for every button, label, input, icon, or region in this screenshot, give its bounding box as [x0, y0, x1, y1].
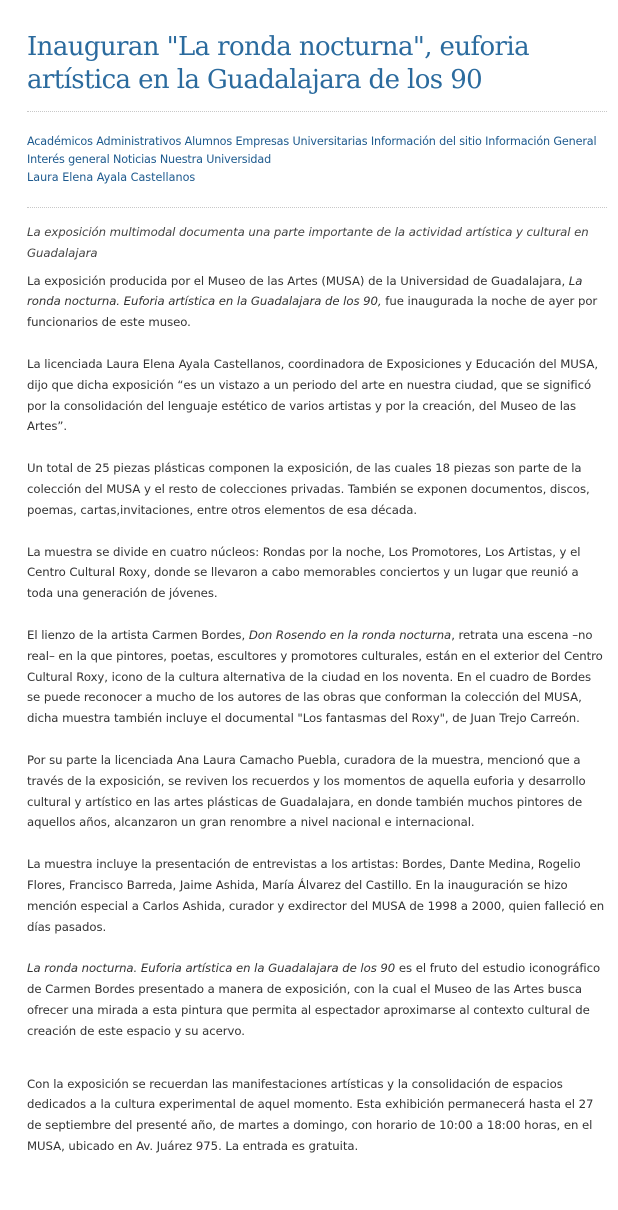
category-link[interactable]: Empresas Universitarias [235, 135, 368, 148]
article [27, 0, 607, 1157]
paragraph: La muestra se divide en cuatro núcleos: Rondas por la noche, Los Promotores, Los Artistas, y el Centro Cultural Roxy, donde se llevaron a cabo memorables conciertos y un lugar que reunió a toda una generación de jóvenes. [27, 544, 581, 601]
exhibition-title: La ronda nocturna. Euforia artística en la Guadalajara de los 90, [27, 273, 583, 309]
category-link[interactable]: Alumnos [184, 135, 233, 148]
paragraph: Un total de 25 piezas plásticas componen la exposición, de las cuales 18 piezas son parte de la colección del MUSA y el resto de colecciones privadas. También se exponen documentos, discos, poemas, cartas,invitaciones, entre otros elementos de esa década. [27, 461, 590, 517]
paragraph-text: , retrata una escena –no real– en la que pintores, poetas, escultores y promotores culturales, están en el exterior del Centro Cultural Roxy, icono de la cultura alternativa de la ciudad en los noventa. En el cuadro de Bordes se puede reconocer a mucho de los autores de las obras que conforman la colección del MUSA, dicha muestra también incluye el documental "Los fantasmas del Roxy", de Juan Trejo Carreón. [27, 627, 603, 726]
paragraph [27, 958, 607, 1041]
paragraph: Con la exposición se recuerdan las manifestaciones artísticas y la consolidación de espacios dedicados a la cultura experimental de aquel momento. Esta exhibición permanecerá hasta el 27 de septiembre del presenté año, de martes a domingo, con horario de 10:00 a 18:00 horas, en el MUSA, ubicado en Av. Juárez 975. La entrada es gratuita. [27, 1076, 594, 1153]
paragraph-text: La exposición producida por el Museo de las Artes (MUSA) de la Universidad de Guadalajara, [27, 273, 569, 288]
category-link[interactable]: Información del sitio [370, 135, 482, 148]
article-lede: La exposición multimodal documenta una parte importante de la actividad artística y cultural en Guadalajara [27, 225, 589, 260]
paragraph-text: fue inaugurada la noche de ayer por funcionarios de este museo. [27, 294, 598, 330]
artwork-title: Don Rosendo en la ronda nocturna [248, 627, 452, 642]
author-link[interactable]: Laura Elena Ayala Castellanos [27, 171, 196, 184]
paragraph: La licenciada Laura Elena Ayala Castellanos, coordinadora de Exposiciones y Educación del MUSA, dijo que dicha exposición “es un vistazo a un periodo del arte en nuestra ciudad, que se significó por la consolidación del lenguaje estético de varios artistas y por la creación, del Museo de las Artes”. [27, 356, 598, 434]
article-title: Inauguran "La ronda nocturna", euforia artística en la Guadalajara de los 90 [27, 32, 529, 95]
category-list [27, 133, 607, 169]
paragraph: La muestra incluye la presentación de entrevistas a los artistas: Bordes, Dante Medina, Rogelio Flores, Francisco Barreda, Jaime Ashida, María Álvarez del Castillo. En la inauguración se hizo mención especial a Carlos Ashida, curador y exdirector del MUSA de 1998 a 2000, quien falleció en días pasados. [27, 857, 605, 934]
category-link[interactable]: Administrativos [96, 135, 182, 148]
category-link[interactable]: Nuestra Universidad [159, 153, 272, 166]
paragraph-text: El lienzo de la artista Carmen Bordes, [27, 627, 249, 642]
article-meta [27, 112, 607, 207]
paragraph [27, 271, 607, 333]
author-line [27, 169, 607, 187]
category-link[interactable]: Interés general [27, 153, 110, 166]
category-link[interactable]: Noticias [112, 153, 157, 166]
article-body [27, 208, 607, 1157]
category-link[interactable]: Información General [485, 135, 597, 148]
paragraph [27, 625, 607, 729]
category-link[interactable]: Académicos [27, 135, 93, 148]
paragraph-text: es el fruto del estudio iconográfico de Carmen Bordes presentado a manera de exposición, con la cual el Museo de las Artes busca ofrecer una mirada a esta pintura que permita al espectador aproximarse al contexto cultural de creación de este espacio y su acervo. [27, 961, 601, 1038]
paragraph: Por su parte la licenciada Ana Laura Camacho Puebla, curadora de la muestra, mencionó que a través de la exposición, se reviven los recuerdos y los momentos de aquella euforia y desarrollo cultural y artístico en las artes plásticas de Guadalajara, en donde también muchos pintores de aquellos años, alcanzaron un gran renombre a nivel nacional e internacional. [27, 752, 586, 830]
exhibition-title: La ronda nocturna. Euforia artística en la Guadalajara de los 90 [27, 961, 396, 976]
